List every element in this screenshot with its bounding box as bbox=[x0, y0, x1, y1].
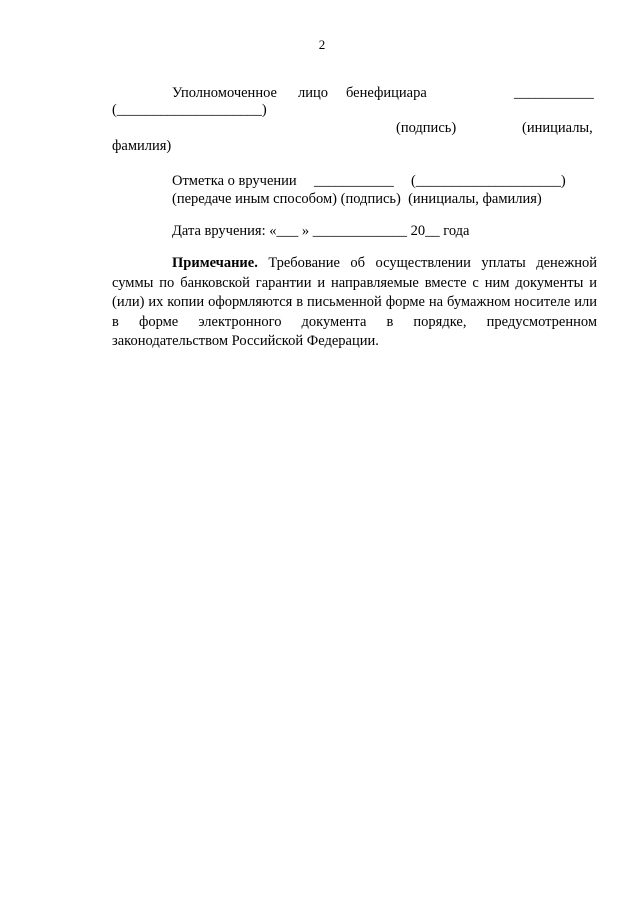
caption-surname: фамилия) bbox=[112, 138, 172, 154]
name-blank: (____________________) bbox=[112, 102, 267, 118]
signature-label-part3: бенефициара bbox=[346, 85, 427, 101]
note-heading: Примечание. bbox=[172, 255, 258, 271]
caption-signature: (подпись) bbox=[396, 120, 457, 136]
delivery-name-blank: (____________________) bbox=[411, 173, 566, 189]
note-body: Требование об осуществлении уплаты денежной суммы по банковской гарантии и направляемые вместе с ним документы и (или) их копии оформляются в письменной форме на бумажном носителе или в форме электронного документа в порядке, предусмотренном законодательством Российской Федерации. bbox=[112, 255, 598, 349]
note-paragraph bbox=[112, 254, 597, 352]
signature-blank: ___________ bbox=[514, 85, 594, 101]
delivery-caption-line: (передаче иным способом) (подпись) (инициалы, фамилия) bbox=[172, 191, 542, 207]
signature-label-part2: лицо bbox=[298, 85, 329, 101]
page-number: 2 bbox=[318, 37, 326, 52]
delivery-signature-blank: ___________ bbox=[314, 173, 394, 189]
caption-initials: (инициалы, bbox=[522, 120, 593, 136]
delivery-date-line: Дата вручения: «___ » _____________ 20__ года bbox=[172, 223, 470, 239]
delivery-mark-label: Отметка о вручении bbox=[172, 173, 297, 189]
signature-label-part1: Уполномоченное bbox=[172, 85, 277, 101]
